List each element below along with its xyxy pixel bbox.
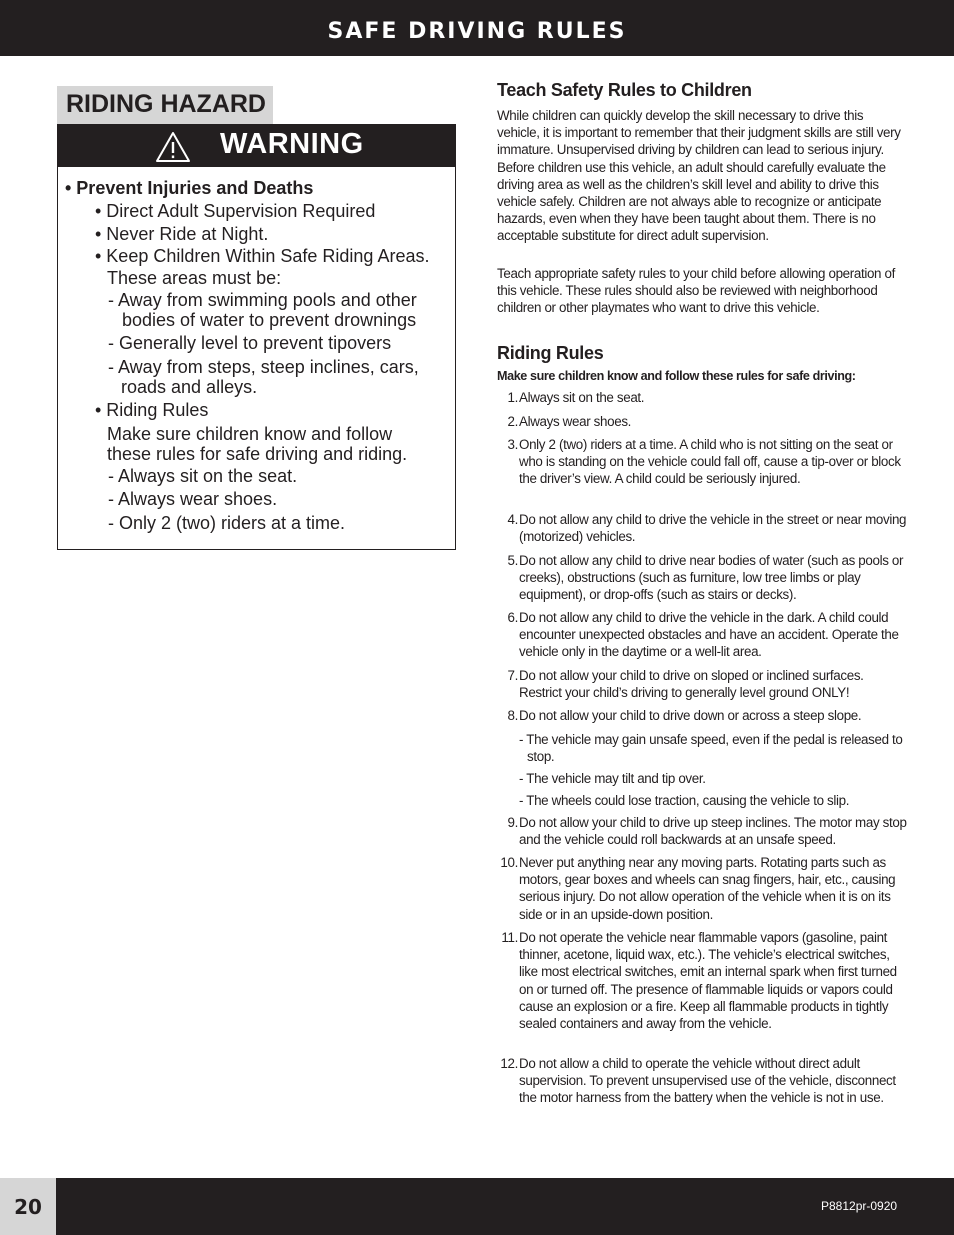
item-text: Do not operate the vehicle near flammable vapors (gasoline, paint thinner, acetone, liquid wax, etc.). The vehicle’s electrical switches, like most electrical switches, emit an internal spark when first turned on or turned off. The presence of flammable liquids or vapors could cause an explosion or a fire. Keep all flammable products in tightly sealed containers and away from the vehicle. bbox=[519, 930, 897, 1032]
warning-line: - Generally level to prevent tipovers bbox=[108, 333, 392, 353]
warning-line: • Direct Adult Supervision Required bbox=[95, 201, 376, 221]
list-item bbox=[497, 1055, 909, 1107]
item-number: 9. bbox=[507, 815, 518, 830]
document-code: P8812pr-0920 bbox=[821, 1199, 898, 1213]
list-item bbox=[497, 667, 909, 701]
list-item bbox=[497, 436, 909, 488]
riding-hazard-label: RIDING HAZARD bbox=[57, 86, 273, 124]
list-item bbox=[497, 609, 909, 661]
list-item bbox=[497, 707, 909, 724]
warning-line: • Riding Rules bbox=[95, 400, 209, 420]
item-number: 10. bbox=[500, 855, 518, 870]
warning-line: bodies of water to prevent drownings bbox=[122, 310, 417, 330]
page-number-box bbox=[0, 1178, 56, 1235]
warning-word: WARNING bbox=[220, 128, 364, 160]
list-item bbox=[497, 854, 909, 923]
list-item bbox=[497, 389, 909, 406]
sub-item-text: - The wheels could lose traction, causing the vehicle to slip. bbox=[519, 793, 850, 808]
warning-line: • Never Ride at Night. bbox=[95, 224, 269, 244]
warning-line: - Always sit on the seat. bbox=[108, 466, 298, 486]
teach-paragraph-1: While children can quickly develop the skill necessary to drive this vehicle, it is important to remember that their judgment skills are still very immature. Unsupervised driving by children can lead to serious injury. Before children use this vehicle, an adult should carefully evaluate the driving area as well as the children’s skill level and ability to drive this vehicle safely. Children are not always able to recognize or anticipate hazards, even when they have been taught about them. There is no acceptable substitute for direct adult supervision. bbox=[497, 108, 901, 244]
list-item bbox=[497, 552, 909, 604]
warning-box bbox=[57, 124, 456, 550]
item-number: 7. bbox=[507, 668, 518, 683]
item-number: 2. bbox=[507, 414, 518, 429]
warning-line: - Only 2 (two) riders at a time. bbox=[108, 513, 346, 533]
item-number: 1. bbox=[507, 390, 518, 405]
warning-triangle-icon bbox=[155, 131, 191, 163]
warning-header bbox=[58, 125, 455, 167]
item-text: Always sit on the seat. bbox=[519, 390, 645, 405]
item-number: 11. bbox=[501, 930, 518, 945]
teach-heading: Teach Safety Rules to Children bbox=[497, 80, 752, 100]
item-number: 4. bbox=[507, 512, 518, 527]
item-text: Do not allow any child to drive the vehicle in the street or near moving (motorized) vehicles. bbox=[519, 512, 907, 545]
item-text: Do not allow a child to operate the vehicle without direct adult supervision. To prevent unsupervised use of the vehicle, disconnect the motor harness from the battery when the vehicle is not in use. bbox=[519, 1056, 896, 1106]
warning-line: These areas must be: bbox=[107, 268, 282, 288]
item-text: Always wear shoes. bbox=[519, 414, 632, 429]
header-bar bbox=[0, 0, 954, 56]
item-text: Never put anything near any moving parts. Rotating parts such as motors, gear boxes and wheels can snag fingers, hair, etc., causing serious injury. Do not allow operation of the vehicle when it is on its side or in an upside-down position. bbox=[519, 855, 896, 922]
list-item bbox=[497, 929, 909, 1032]
item-number: 5. bbox=[507, 553, 518, 568]
warning-line: Make sure children know and follow bbox=[107, 424, 393, 444]
warning-line: - Away from swimming pools and other bbox=[108, 290, 417, 310]
sub-item-text: - The vehicle may tilt and tip over. bbox=[519, 771, 706, 786]
sub-item bbox=[519, 792, 911, 809]
item-text: Do not allow any child to drive near bodies of water (such as pools or creeks), obstructions (such as furniture, low tree limbs or play equipment), or drop-offs (such as stairs or decks). bbox=[519, 553, 904, 603]
sub-item-text: - The vehicle may gain unsafe speed, even if the pedal is released to stop. bbox=[519, 732, 903, 765]
list-item bbox=[497, 413, 909, 430]
warning-line: these rules for safe driving and riding. bbox=[107, 444, 408, 464]
warning-line: - Away from steps, steep inclines, cars, bbox=[108, 357, 419, 377]
sub-item bbox=[519, 731, 911, 765]
item-number: 8. bbox=[507, 708, 518, 723]
riding-rules-heading: Riding Rules bbox=[497, 343, 604, 363]
footer-bar bbox=[0, 1178, 954, 1235]
item-text: Only 2 (two) riders at a time. A child who is not sitting on the seat or who is standing on the vehicle could fall off, cause a tip-over or block the driver’s view. A child could be seriously injured. bbox=[519, 437, 901, 487]
page-number: 20 bbox=[14, 1194, 42, 1219]
item-number: 12. bbox=[500, 1056, 518, 1071]
warning-line: - Always wear shoes. bbox=[108, 489, 278, 509]
list-item bbox=[497, 814, 909, 848]
list-item bbox=[497, 511, 909, 545]
warning-line: • Prevent Injuries and Deaths bbox=[65, 178, 314, 198]
teach-paragraph-2: Teach appropriate safety rules to your child before allowing operation of this vehicle. These rules should also be reviewed with neighborhood children or other playmates who want to drive this vehicle. bbox=[497, 266, 895, 316]
riding-rules-intro: Make sure children know and follow these rules for safe driving: bbox=[497, 369, 856, 383]
item-text: Do not allow any child to drive the vehicle in the dark. A child could encounter unexpected obstacles and have an accident. Operate the vehicle only in the daytime or a well-lit area. bbox=[519, 610, 899, 660]
item-text: Do not allow your child to drive on sloped or inclined surfaces. Restrict your child’s driving to generally level ground ONLY! bbox=[519, 668, 864, 701]
warning-line: roads and alleys. bbox=[121, 377, 258, 397]
item-text: Do not allow your child to drive down or across a steep slope. bbox=[519, 708, 862, 723]
item-text: Do not allow your child to drive up steep inclines. The motor may stop and the vehicle could roll backwards at an unsafe speed. bbox=[519, 815, 907, 848]
sub-item bbox=[519, 770, 911, 787]
page-title: SAFE DRIVING RULES bbox=[327, 18, 627, 44]
warning-line: • Keep Children Within Safe Riding Areas. bbox=[95, 246, 430, 266]
item-number: 6. bbox=[507, 610, 518, 625]
item-number: 3. bbox=[507, 437, 518, 452]
